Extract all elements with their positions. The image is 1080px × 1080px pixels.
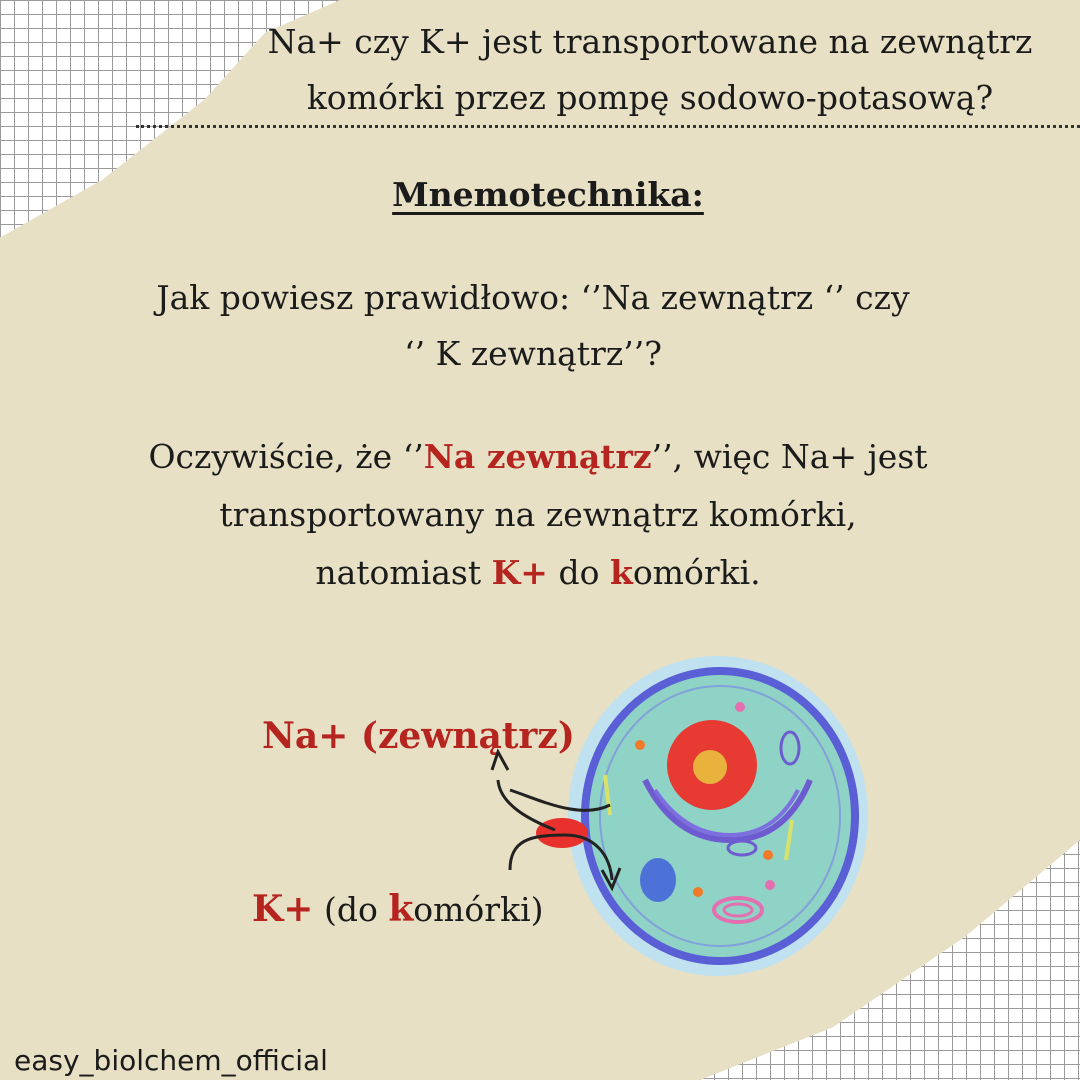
ribosome-dot (693, 887, 703, 897)
ribosome-dot (763, 850, 773, 860)
highlight-letter-k: k (609, 553, 633, 592)
vesicle-dot (765, 880, 775, 890)
k-letter-highlight: k (388, 888, 414, 930)
footer-handle: easy_biolchem_official (14, 1044, 328, 1077)
answer-text-part: ’’, więc Na+ jest (651, 437, 928, 476)
section-heading: Mnemotechnika: (392, 175, 704, 214)
vesicle-dot (735, 702, 745, 712)
question-line-2: ‘’ K zewnątrz’’? (404, 334, 662, 373)
answer-line-3 (0, 544, 1076, 602)
title-line-2: komórki przez pompę sodowo-potasową? (306, 78, 994, 117)
answer-text (0, 428, 1076, 602)
ribosome-dot (635, 740, 645, 750)
answer-text-part: natomiast (315, 553, 492, 592)
k-plus-highlight: K+ (252, 888, 314, 930)
cell-illustration (470, 630, 890, 990)
highlight-k-plus: K+ (491, 553, 548, 592)
answer-text-part: Oczywiście, że ‘’ (148, 437, 424, 476)
k-label-text: (do (313, 890, 389, 929)
dotted-divider (136, 125, 1080, 128)
k-label-text: omórki) (413, 890, 544, 929)
answer-text-part: do (547, 553, 610, 592)
na-outward-arrowhead (492, 752, 508, 770)
page-title (230, 14, 1070, 126)
answer-line-1 (0, 428, 1076, 486)
answer-line-2: transportowany na zewnątrz komórki, (219, 495, 857, 534)
sodium-potassium-pump (536, 818, 588, 848)
highlight-na-zewnatrz: Na zewnątrz (423, 437, 652, 476)
vacuole (640, 858, 676, 902)
nucleolus (693, 750, 727, 784)
answer-text-part: omórki. (632, 553, 761, 592)
title-line-1: Na+ czy K+ jest transportowane na zewnątrz (267, 22, 1033, 61)
na-outward-label: Na+ (zewnątrz) (262, 715, 575, 757)
question-line-1: Jak powiesz prawidłowo: ‘’Na zewnątrz ‘’ czy (156, 278, 910, 317)
question-text (0, 270, 1066, 382)
